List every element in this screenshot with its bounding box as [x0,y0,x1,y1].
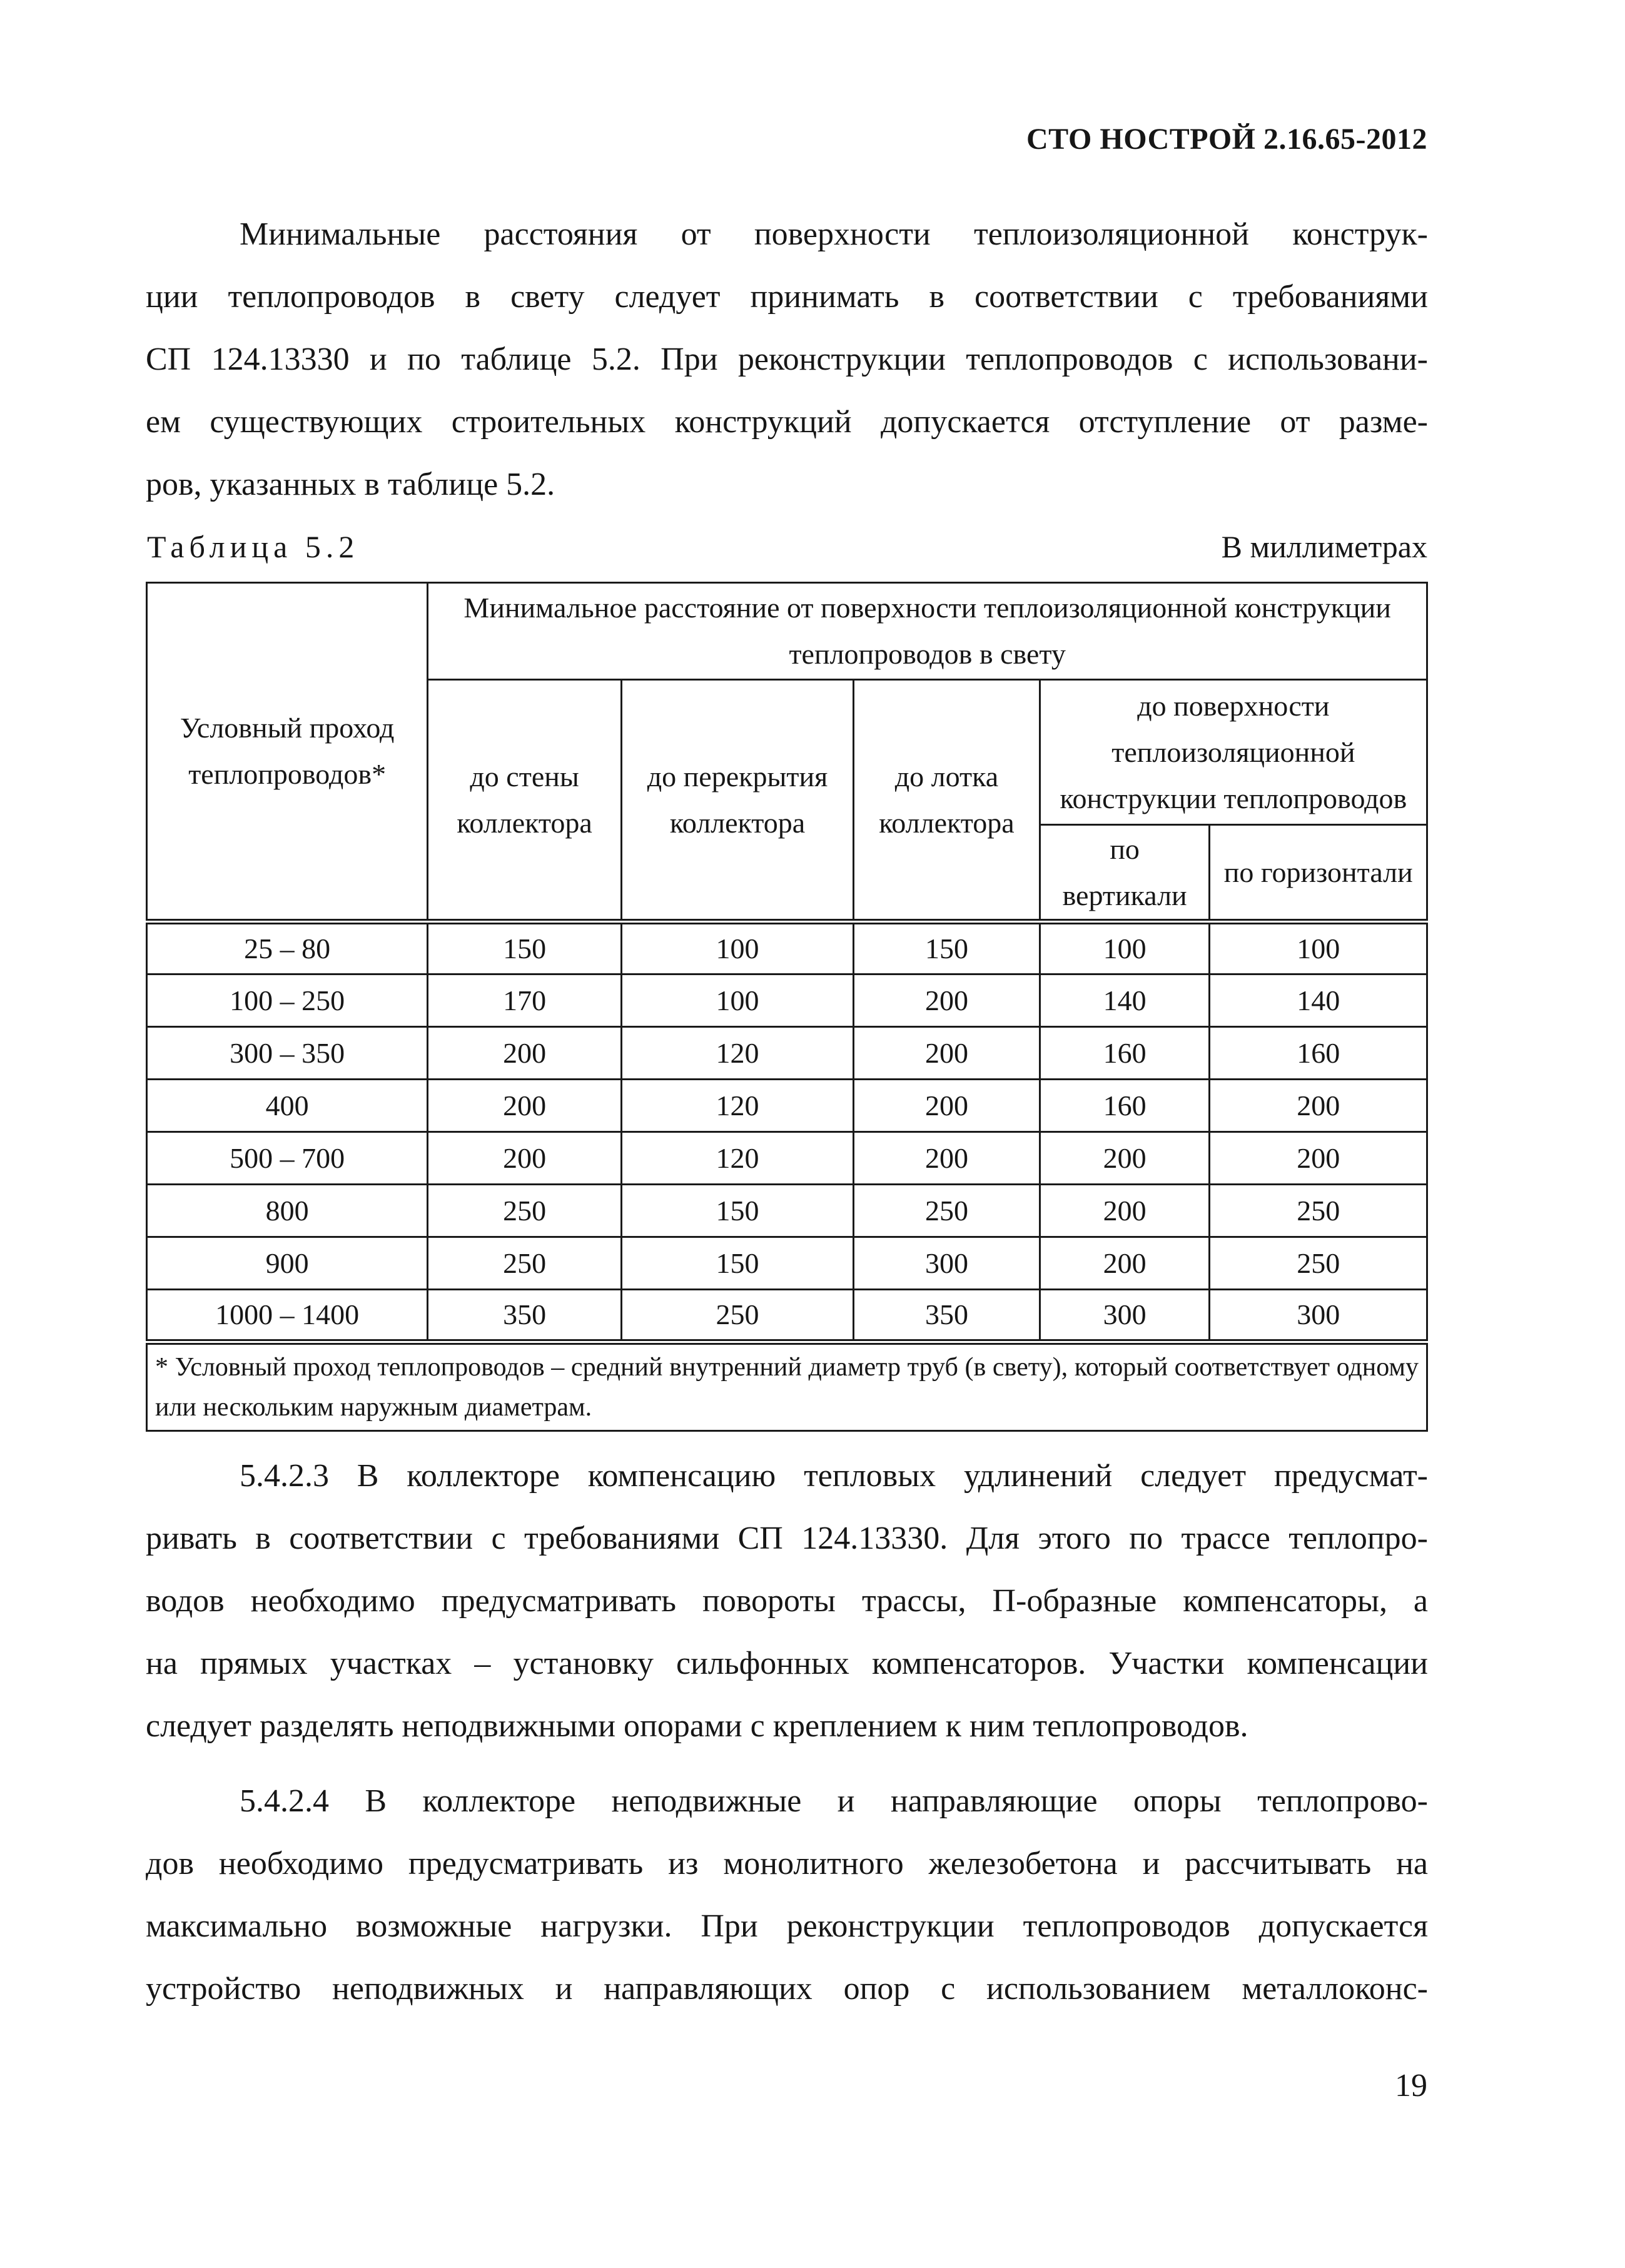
cell-ceiling: 250 [621,1290,853,1342]
table-row [147,1185,1427,1237]
table-units: В миллиметрах [1221,529,1427,564]
cell-wall: 250 [428,1185,622,1237]
cell-nominal: 1000 – 1400 [147,1290,428,1342]
cell-tray: 200 [854,975,1040,1027]
header-to-ceiling: до перекрытия коллектора [621,680,853,922]
text-line: максимально возможные нагрузки. При реконструкции теплопроводов допускается [146,1908,1428,1944]
table-row [147,1237,1427,1290]
cell-nominal: 800 [147,1185,428,1237]
table-caption: Таблица 5.2 [147,529,360,564]
table-row [147,922,1427,975]
cell-tray: 150 [854,922,1040,975]
table-row [147,1290,1427,1342]
distance-table [146,582,1428,1432]
cell-vertical: 140 [1040,975,1210,1027]
cell-tray: 350 [854,1290,1040,1342]
document-header: СТО НОСТРОЙ 2.16.65-2012 [1026,123,1427,156]
cell-tray: 250 [854,1185,1040,1237]
cell-tray: 200 [854,1027,1040,1080]
text-line: СП 124.13330 и по таблице 5.2. При реконструкции теплопроводов с использовани- [146,342,1428,377]
cell-wall: 150 [428,922,622,975]
header-vertical: по вертикали [1040,825,1210,922]
cell-vertical: 160 [1040,1027,1210,1080]
cell-ceiling: 100 [621,975,853,1027]
text-line: следует разделять неподвижными опорами с креплением к ним теплопроводов. [146,1708,1248,1744]
text-line: Минимальные расстояния от поверхности теплоизоляционной конструк- [240,216,1428,252]
text-line: дов необходимо предусматривать из монолитного железобетона и рассчитывать на [146,1846,1428,1881]
cell-vertical: 100 [1040,922,1210,975]
cell-tray: 300 [854,1237,1040,1290]
cell-nominal: 100 – 250 [147,975,428,1027]
cell-wall: 200 [428,1080,622,1132]
table-row [147,1027,1427,1080]
text-line: ривать в соответствии с требованиями СП 124.13330. Для этого по трассе теплопро- [146,1521,1428,1556]
cell-horizontal: 140 [1210,975,1427,1027]
text-line: водов необходимо предусматривать повороты трассы, П-образные компенсаторы, а [146,1583,1428,1619]
cell-ceiling: 120 [621,1132,853,1185]
cell-horizontal: 160 [1210,1027,1427,1080]
cell-horizontal: 200 [1210,1080,1427,1132]
paragraph-5-4-2-4 [146,1770,1428,2020]
cell-nominal: 400 [147,1080,428,1132]
paragraph-5-4-2-3 [146,1445,1428,1758]
cell-horizontal: 300 [1210,1290,1427,1342]
cell-horizontal: 100 [1210,922,1427,975]
cell-wall: 200 [428,1027,622,1080]
text-line: ем существующих строительных конструкций допускается отступление от разме- [146,404,1428,440]
cell-vertical: 200 [1040,1237,1210,1290]
paragraph-intro [146,203,1428,516]
page-number: 19 [1395,2068,1427,2103]
header-horizontal: по горизонтали [1210,825,1427,922]
text-line: ров, указанных в таблице 5.2. [146,467,555,502]
header-min-distance: Минимальное расстояние от поверхности теплоизоляционной конструкции теплопроводов в свету [428,583,1427,680]
cell-wall: 170 [428,975,622,1027]
cell-ceiling: 150 [621,1185,853,1237]
header-to-tray: до лотка коллектора [854,680,1040,922]
cell-ceiling: 150 [621,1237,853,1290]
cell-wall: 200 [428,1132,622,1185]
cell-vertical: 160 [1040,1080,1210,1132]
text-line: 5.4.2.4 В коллекторе неподвижные и направляющие опоры теплопрово- [240,1783,1428,1819]
cell-tray: 200 [854,1132,1040,1185]
cell-vertical: 200 [1040,1132,1210,1185]
cell-nominal: 900 [147,1237,428,1290]
text-line: ции теплопроводов в свету следует принимать в соответствии с требованиями [146,279,1428,315]
cell-tray: 200 [854,1080,1040,1132]
cell-ceiling: 120 [621,1027,853,1080]
cell-wall: 250 [428,1237,622,1290]
cell-wall: 350 [428,1290,622,1342]
header-to-wall: до стены коллектора [428,680,622,922]
cell-nominal: 500 – 700 [147,1132,428,1185]
header-nominal-bore: Условный проход теплопроводов* [147,583,428,922]
cell-vertical: 300 [1040,1290,1210,1342]
table-row [147,1132,1427,1185]
text-line: на прямых участках – установку сильфонных компенсаторов. Участки компенсации [146,1646,1428,1681]
header-to-insulation: до поверхности теплоизоляционной конструкции теплопроводов [1040,680,1427,825]
table-row [147,975,1427,1027]
cell-ceiling: 120 [621,1080,853,1132]
cell-nominal: 25 – 80 [147,922,428,975]
text-line: 5.4.2.3 В коллекторе компенсацию тепловых удлинений следует предусмат- [240,1458,1428,1494]
cell-horizontal: 250 [1210,1237,1427,1290]
cell-horizontal: 200 [1210,1132,1427,1185]
cell-horizontal: 250 [1210,1185,1427,1237]
table-row [147,1080,1427,1132]
text-line: устройство неподвижных и направляющих опор с использованием металлоконс- [146,1971,1428,2007]
cell-vertical: 200 [1040,1185,1210,1237]
table-footnote: * Условный проход теплопроводов – средний внутренний диаметр труб (в свету), который соответствует одному или нескольким наружным диаметрам. [147,1342,1427,1431]
cell-ceiling: 100 [621,922,853,975]
cell-nominal: 300 – 350 [147,1027,428,1080]
